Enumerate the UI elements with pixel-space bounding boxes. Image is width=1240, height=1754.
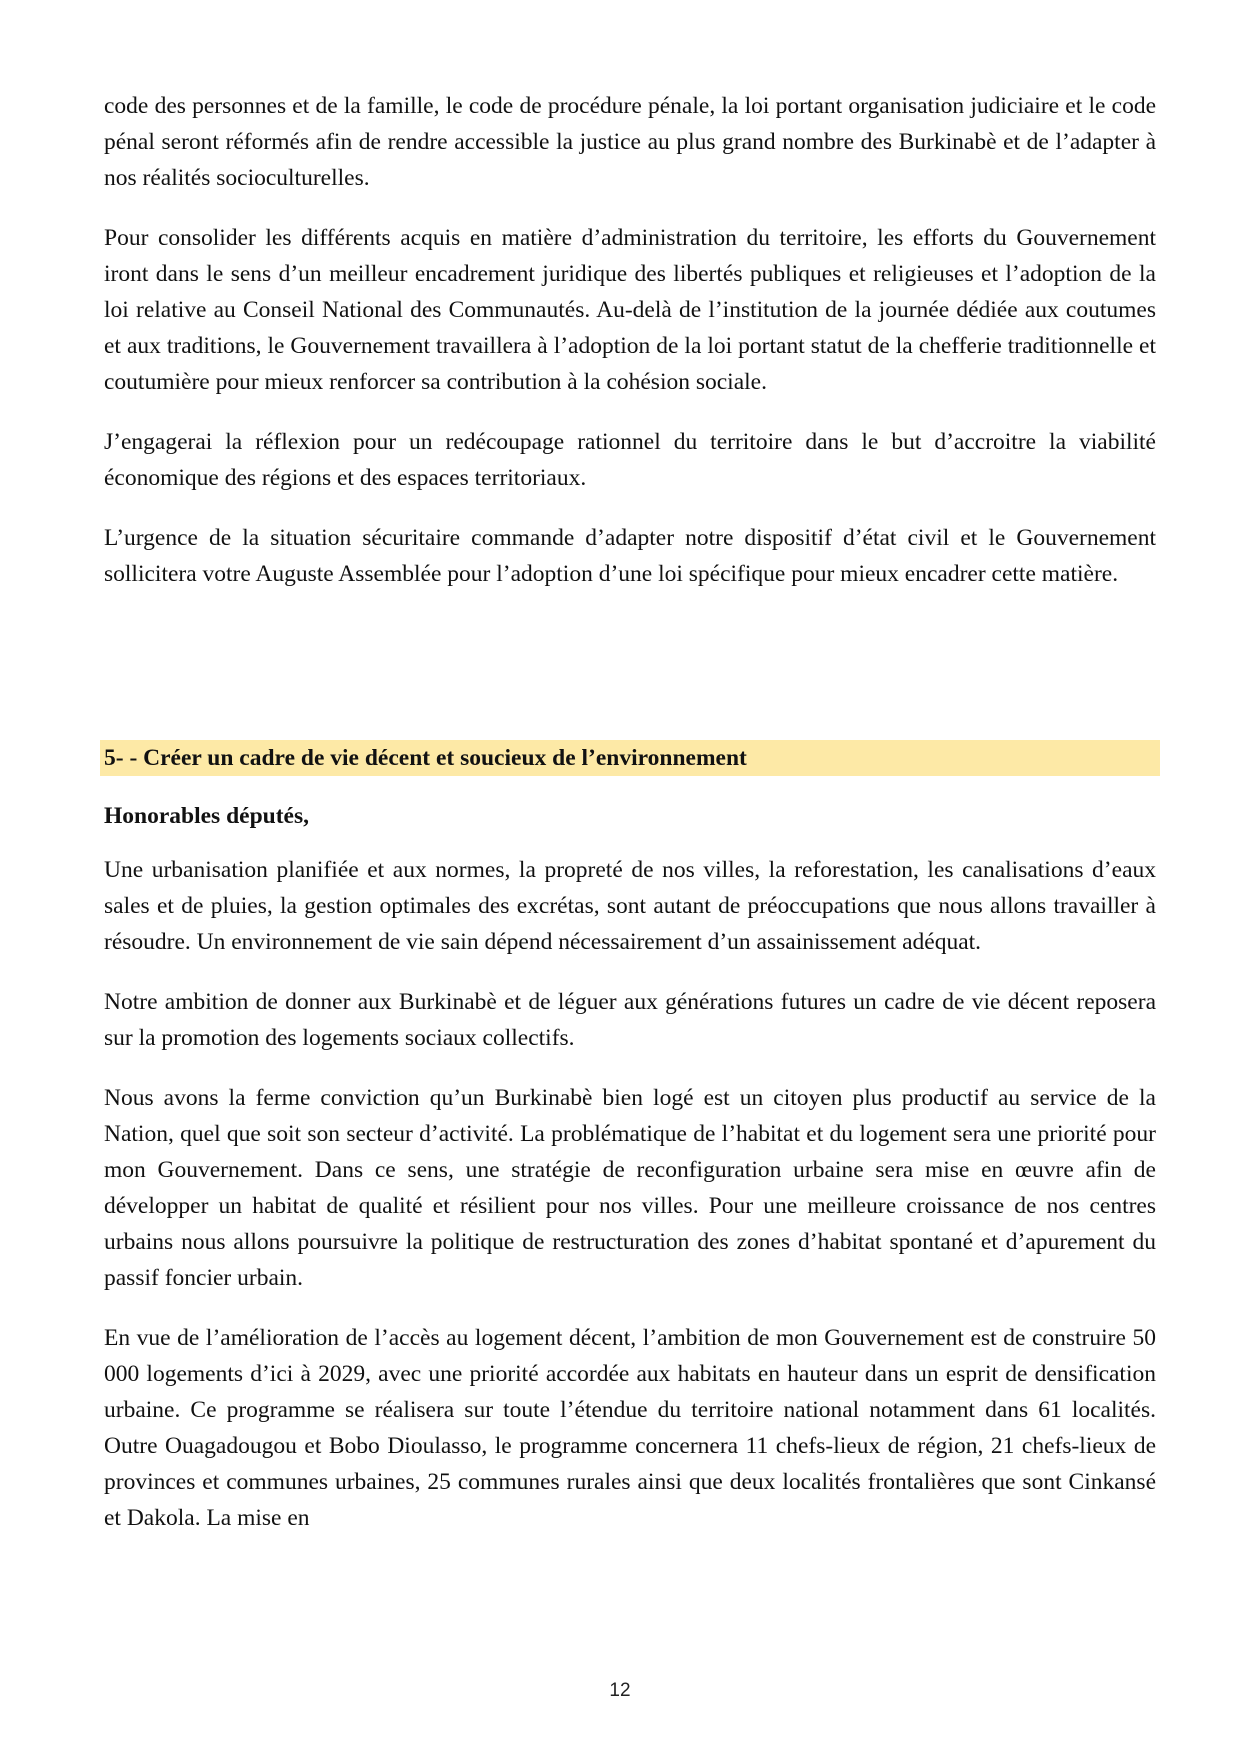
section-spacer <box>104 616 1156 740</box>
paragraph-territorial-administration: Pour consolider les différents acquis en matière d’administration du territoire, les efforts du Gouvernement iront dans le sens d’un meilleur encadrement juridique des libertés publiques et religieuses et l’adoption de la loi relative au Conseil National des Communautés. Au-delà de l’institution de la journée dédiée aux coutumes et aux traditions, le Gouvernement travaillera à l’adoption de la loi portant statut de la chefferie traditionnelle et coutumière pour mieux renforcer sa contribution à la cohésion sociale. <box>104 225 1156 395</box>
page-number: 12 <box>609 1680 631 1701</box>
paragraph-housing-priority: Nous avons la ferme conviction qu’un Burkinabè bien logé est un citoyen plus productif au service de la Nation, quel que soit son secteur d’activité. La problématique de l’habitat et du logement sera une priorité pour mon Gouvernement. Dans ce sens, une stratégie de reconfiguration urbaine sera mise en œuvre afin de développer un habitat de qualité et résilient pour nos villes. Pour une meilleure croissance de nos centres urbains nous allons poursuivre la politique de restructuration des zones d’habitat spontané et d’apurement du passif foncier urbain. <box>104 1085 1156 1291</box>
paragraph-social-housing: Notre ambition de donner aux Burkinabè et de léguer aux générations futures un cadre de vie décent reposera sur la promotion des logements sociaux collectifs. <box>104 989 1156 1051</box>
paragraph-civil-status: L’urgence de la situation sécuritaire commande d’adapter notre dispositif d’état civil et le Gouvernement sollicitera votre Auguste Assemblée pour l’adoption d’une loi spécifique pour mieux encadrer cette matière. <box>104 525 1156 587</box>
document-page <box>104 88 1156 1560</box>
paragraph-justice-reform: code des personnes et de la famille, le code de procédure pénale, la loi portant organisation judiciaire et le code pénal seront réformés afin de rendre accessible la justice au plus grand nombre des Burkinabè et de l’adapter à nos réalités socioculturelles. <box>104 93 1156 191</box>
paragraph-territorial-redistricting: J’engagerai la réflexion pour un redécoupage rationnel du territoire dans le but d’accroitre la viabilité économique des régions et des espaces territoriaux. <box>104 429 1156 491</box>
paragraph-urbanisation: Une urbanisation planifiée et aux normes, la propreté de nos villes, la reforestation, les canalisations d’eaux sales et de pluies, la gestion optimales des excrétas, sont autant de préoccupations que nous allons travailler à résoudre. Un environnement de vie sain dépend nécessairement d’un assainissement adéquat. <box>104 857 1156 955</box>
salutation: Honorables députés, <box>104 803 309 829</box>
paragraph-housing-program: En vue de l’amélioration de l’accès au logement décent, l’ambition de mon Gouvernement est de construire 50 000 logements d’ici à 2029, avec une priorité accordée aux habitats en hauteur dans un esprit de densification urbaine. Ce programme se réalisera sur toute l’étendue du territoire national notamment dans 61 localités. Outre Ouagadougou et Bobo Dioulasso, le programme concernera 11 chefs-lieux de région, 21 chefs-lieux de provinces et communes urbaines, 25 communes rurales ainsi que deux localités frontalières que sont Cinkansé et Dakola. La mise en <box>104 1325 1156 1531</box>
section-heading: 5- - Créer un cadre de vie décent et soucieux de l’environnement <box>100 740 1160 776</box>
